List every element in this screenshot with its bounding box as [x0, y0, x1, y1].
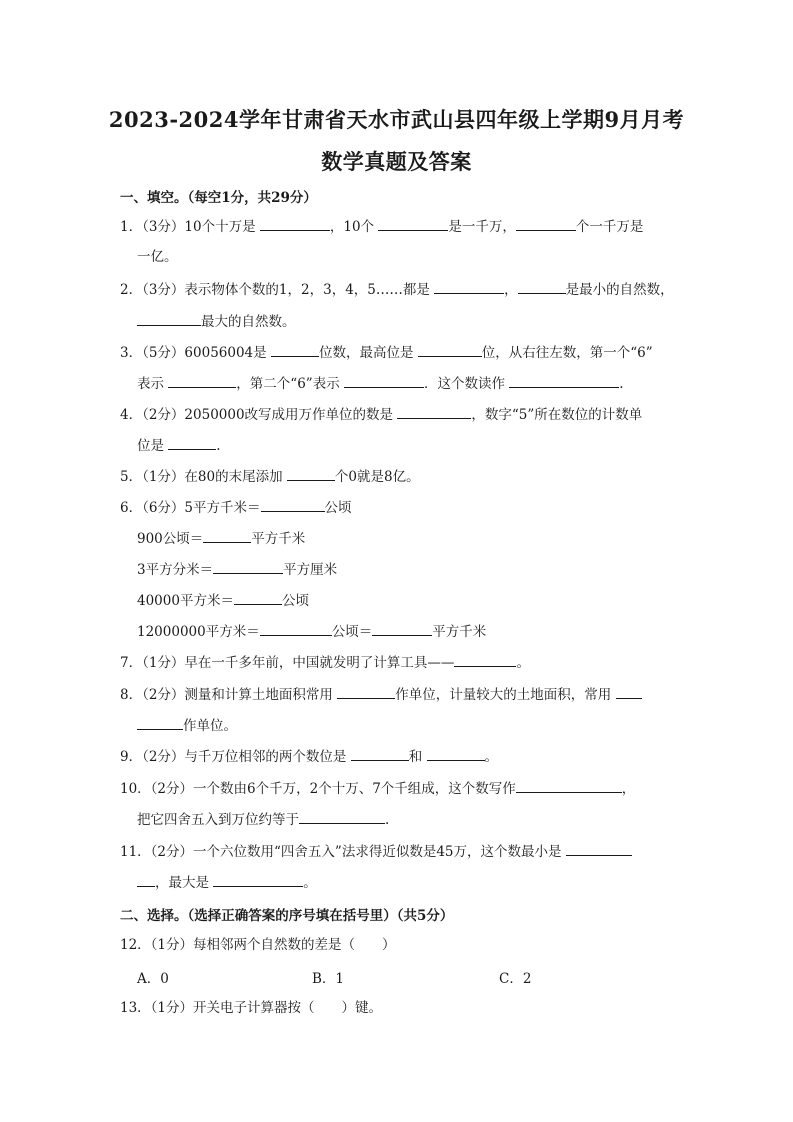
question-3-cont: 表示 ，第二个“6”表示 ．这个数读作 . — [137, 373, 624, 394]
question-8: 8．（2分）测量和计算土地面积常用 作单位，计量较大的土地面积，常用 — [120, 684, 642, 705]
answer-blank — [344, 373, 424, 388]
answer-blank — [516, 216, 576, 231]
question-4-cont: 位是 . — [137, 435, 221, 456]
answer-blank — [337, 684, 395, 699]
question-4: 4．（2分）2050000改写成用万作单位的数是 ，数字“5”所在数位的计数单 — [120, 404, 642, 425]
answer-blank — [454, 652, 516, 667]
answer-blank — [434, 279, 504, 294]
option-b: B．1 — [312, 971, 345, 987]
question-1-cont: 一亿。 — [137, 249, 178, 265]
answer-blank — [137, 311, 201, 326]
answer-blank — [168, 373, 236, 388]
option-a: A．0 — [137, 971, 169, 987]
question-8-cont: 作单位。 — [137, 715, 237, 736]
document-title-line2: 数学真题及答案 — [321, 149, 472, 174]
section-heading-choice: 二、选择。（选择正确答案的序号填在括号里）（共5分） — [120, 908, 454, 924]
question-2: 2．（3分）表示物体个数的1，2，3，4，5……都是 ， 是最小的自然数， — [120, 279, 674, 300]
question-10-cont: 把它四舍五入到万位约等于 . — [137, 809, 389, 830]
answer-blank — [516, 778, 622, 793]
answer-blank — [213, 559, 283, 574]
question-6: 6．（6分）5平方千米＝ 公顷 — [120, 497, 352, 518]
question-9: 9．（2分）与千万位相邻的两个数位是 和 。 — [120, 746, 498, 767]
question-6-item-5: 12000000平方米＝ 公顷＝ 平方千米 — [137, 621, 486, 642]
question-6-item-2: 900公顷＝ 平方千米 — [137, 528, 305, 549]
answer-blank — [260, 216, 330, 231]
question-6-item-4: 40000平方米＝ 公顷 — [137, 590, 309, 611]
answer-blank — [234, 590, 282, 605]
answer-blank — [616, 684, 642, 699]
answer-blank — [397, 404, 471, 419]
answer-blank — [203, 528, 251, 543]
section-heading-fill-in: 一、填空。（每空1分，共29分） — [120, 190, 317, 206]
answer-blank — [372, 621, 432, 636]
question-3: 3．（5分）60056004是 位数，最高位是 位，从右往左数，第一个“6” — [120, 342, 653, 363]
question-11: 11．（2分）一个六位数用“四舍五入”法求得近似数是45万，这个数最小是 — [120, 841, 632, 862]
question-2-cont: 最大的自然数。 — [137, 311, 296, 332]
question-5: 5．（1分）在80的末尾添加 个0就是8亿。 — [120, 466, 420, 487]
answer-blank — [271, 342, 319, 357]
question-1: 1．（3分）10个十万是 ，10个 是一千万， 个一千万是 — [120, 216, 643, 237]
question-13: 13．（1分）开关电子计算器按（ ）键。 — [120, 1000, 383, 1016]
answer-blank — [287, 466, 335, 481]
answer-blank — [137, 715, 183, 730]
document-title-line1: 2023-2024学年甘肃省天水市武山县四年级上学期9月月考 — [108, 107, 685, 132]
question-11-cont: ，最大是 。 — [137, 872, 317, 893]
answer-blank — [261, 497, 325, 512]
answer-blank — [518, 279, 566, 294]
answer-blank — [427, 746, 485, 761]
answer-blank — [168, 435, 216, 450]
question-10: 10．（2分）一个数由6个千万，2个十万、7个千组成，这个数写作 ， — [120, 778, 635, 799]
question-12: 12．（1分）每相邻两个自然数的差是（ ） — [120, 937, 396, 953]
answer-blank — [351, 746, 409, 761]
answer-blank — [566, 841, 632, 856]
answer-blank — [509, 373, 619, 388]
answer-blank — [137, 872, 155, 887]
option-c: C．2 — [499, 971, 532, 987]
answer-blank — [299, 809, 385, 824]
question-7: 7．（1分）早在一千多年前，中国就发明了计算工具—— 。 — [120, 652, 530, 673]
answer-blank — [418, 342, 482, 357]
question-6-item-3: 3平方分米＝ 平方厘米 — [137, 559, 337, 580]
answer-blank — [213, 872, 303, 887]
answer-blank — [378, 216, 448, 231]
answer-blank — [260, 621, 332, 636]
